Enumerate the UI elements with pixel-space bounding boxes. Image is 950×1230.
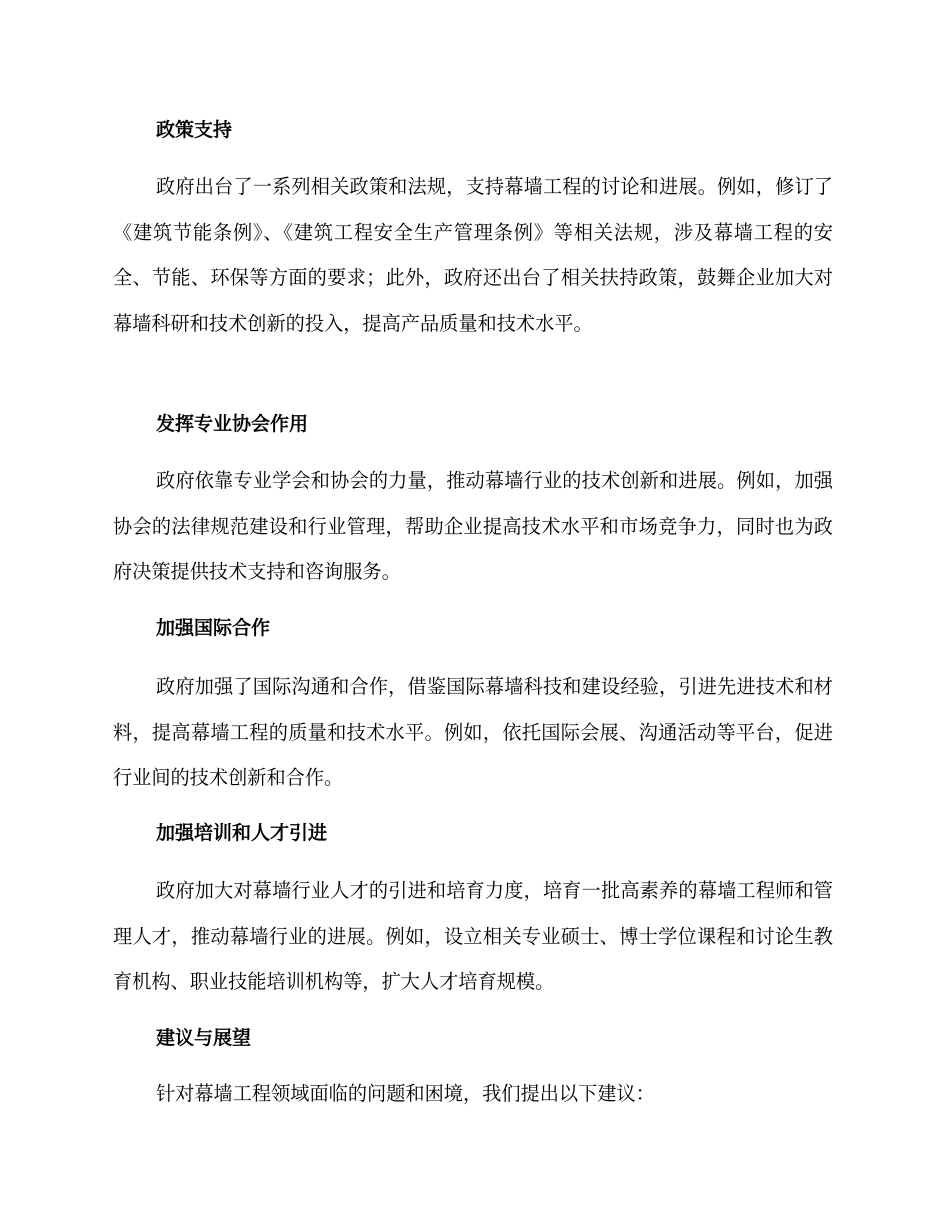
section-paragraph-international-cooperation: 政府加强了国际沟通和合作，借鉴国际幕墙科技和建设经验，引进先进技术和材料，提高幕墙工程的质量和技术水平。例如，依托国际会展、沟通活动等平台，促进行业间的技术创新和合作。 [113,675,833,789]
section-heading-policy-support: 政策支持 [156,119,233,141]
section-paragraph-training-talent: 政府加大对幕墙行业人才的引进和培育力度，培育一批高素养的幕墙工程师和管理人才，推动幕墙行业的进展。例如，设立相关专业硕士、博士学位课程和讨论生教育机构、职业技能培训机构等，扩大人才培育规模。 [113,879,833,993]
section-heading-professional-associations: 发挥专业协会作用 [156,413,309,435]
section-paragraph-policy-support: 政府出台了一系列相关政策和法规，支持幕墙工程的讨论和进展。例如，修订了《建筑节能条例》、《建筑工程安全生产管理条例》等相关法规，涉及幕墙工程的安全、节能、环保等方面的要求；此外，政府还出台了相关扶持政策，鼓舞企业加大对幕墙科研和技术创新的投入，提高产品质量和技术水平。 [113,175,833,335]
section-paragraph-professional-associations: 政府依靠专业学会和协会的力量，推动幕墙行业的技术创新和进展。例如，加强协会的法律规范建设和行业管理，帮助企业提高技术水平和市场竞争力，同时也为政府决策提供技术支持和咨询服务。 [113,469,833,583]
section-heading-training-talent: 加强培训和人才引进 [156,822,328,844]
section-heading-international-cooperation: 加强国际合作 [156,617,271,639]
section-paragraph-suggestions-outlook: 针对幕墙工程领域面临的问题和困境，我们提出以下建议： [156,1082,655,1105]
section-heading-suggestions-outlook: 建议与展望 [156,1027,252,1049]
